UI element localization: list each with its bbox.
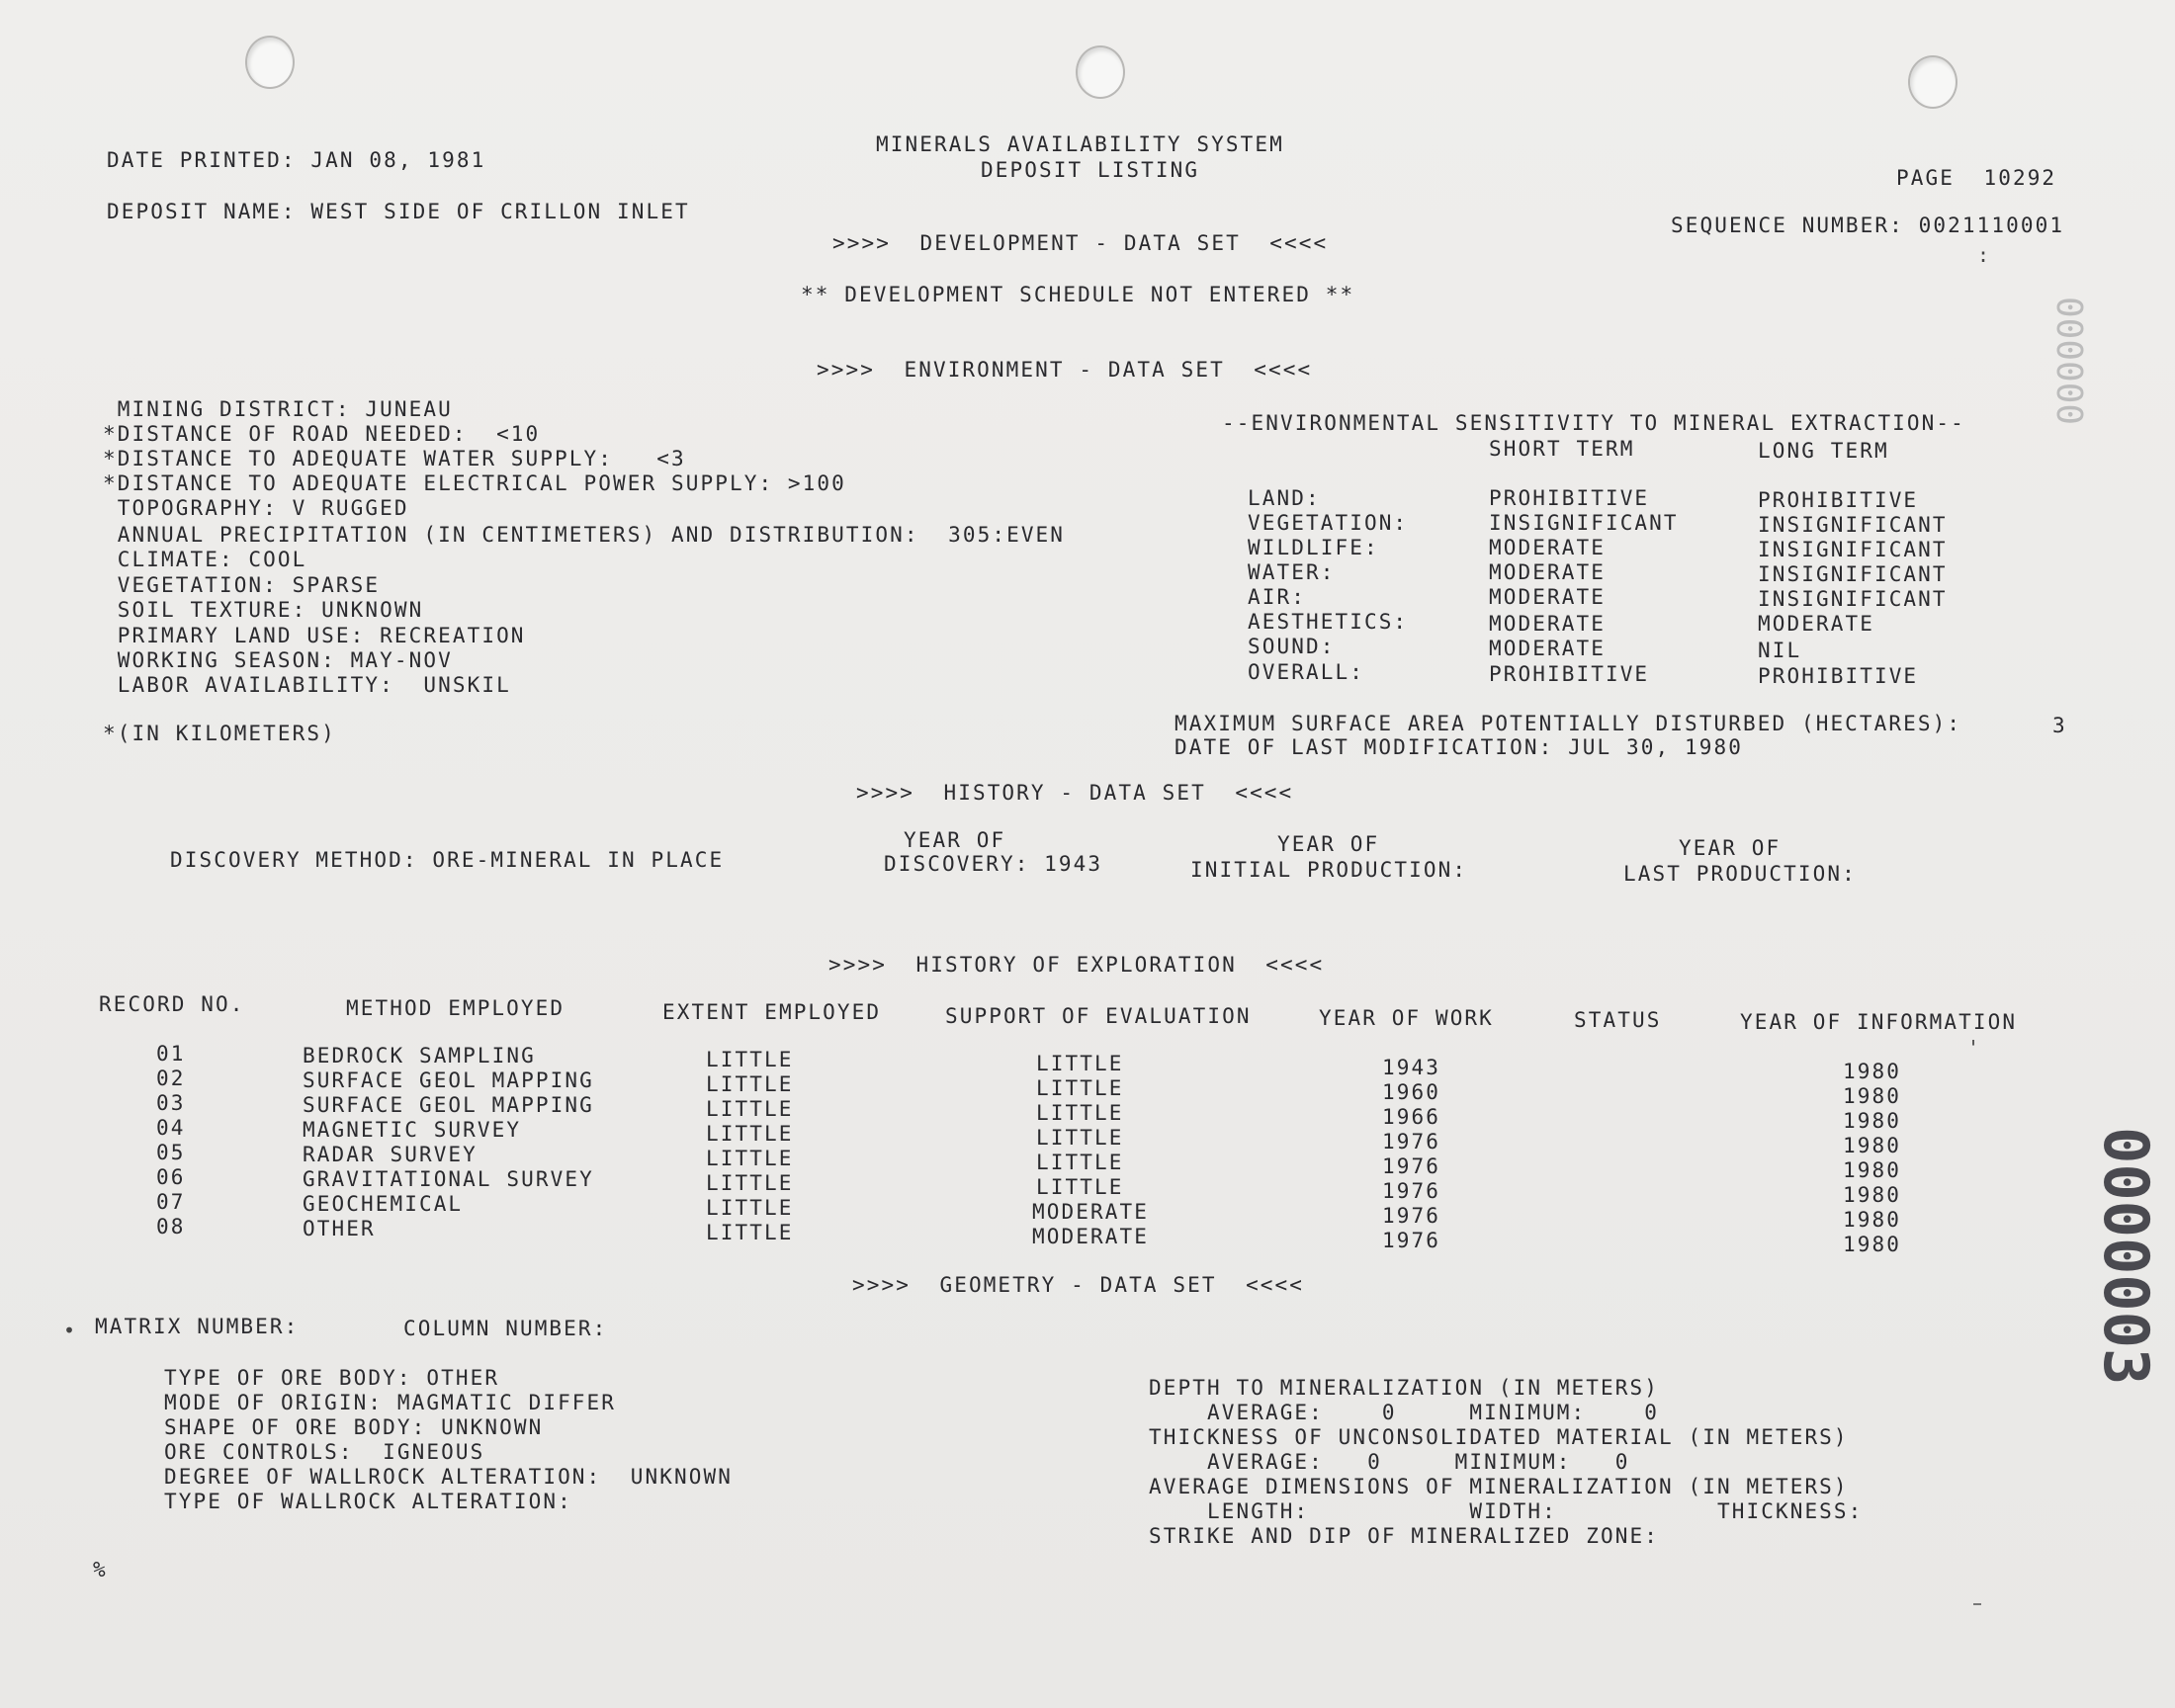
geometry-line: TYPE OF WALLROCK ALTERATION: bbox=[164, 1490, 572, 1513]
sensitivity-label: LAND: bbox=[1248, 486, 1321, 510]
listing-title: DEPOSIT LISTING bbox=[981, 158, 1200, 182]
extent-employed: LITTLE bbox=[706, 1097, 794, 1121]
record-no: 02 bbox=[156, 1067, 186, 1090]
col-method-employed: METHOD EMPLOYED bbox=[346, 996, 566, 1020]
env-line: PRIMARY LAND USE: RECREATION bbox=[103, 624, 526, 647]
sensitivity-long: INSIGNIFICANT bbox=[1758, 562, 1948, 586]
year-of-work: 1966 bbox=[1382, 1105, 1440, 1129]
year-of-last-label: YEAR OF bbox=[1679, 836, 1782, 860]
method-employed: SURFACE GEOL MAPPING bbox=[303, 1068, 594, 1092]
punch-hole-right bbox=[1908, 55, 1958, 109]
sensitivity-label: WILDLIFE: bbox=[1248, 536, 1379, 559]
record-no: 03 bbox=[156, 1091, 186, 1115]
system-title: MINERALS AVAILABILITY SYSTEM bbox=[876, 132, 1284, 156]
method-employed: RADAR SURVEY bbox=[303, 1143, 478, 1166]
geometry-line: DEPTH TO MINERALIZATION (IN METERS) bbox=[1149, 1376, 1660, 1400]
geometry-line: AVERAGE: 0 MINIMUM: 0 bbox=[1149, 1401, 1660, 1424]
support-evaluation: LITTLE bbox=[1036, 1175, 1124, 1199]
year-of-work: 1943 bbox=[1382, 1056, 1440, 1079]
sensitivity-label: SOUND: bbox=[1248, 635, 1336, 658]
env-line: WORKING SEASON: MAY-NOV bbox=[103, 648, 453, 672]
method-employed: SURFACE GEOL MAPPING bbox=[303, 1093, 594, 1117]
geometry-line: LENGTH: WIDTH: THICKNESS: bbox=[1149, 1499, 1864, 1523]
environment-heading: >>>> ENVIRONMENT - DATA SET <<<< bbox=[817, 358, 1313, 382]
env-line: *DISTANCE TO ADEQUATE ELECTRICAL POWER SUPPLY: >100 bbox=[103, 471, 846, 495]
sensitivity-short: MODERATE bbox=[1489, 612, 1606, 636]
record-no: 08 bbox=[156, 1215, 186, 1238]
geometry-line: THICKNESS OF UNCONSOLIDATED MATERIAL (IN METERS) bbox=[1149, 1425, 1849, 1449]
extent-employed: LITTLE bbox=[706, 1171, 794, 1195]
sensitivity-long: INSIGNIFICANT bbox=[1758, 538, 1948, 561]
col-support-evaluation: SUPPORT OF EVALUATION bbox=[945, 1004, 1252, 1028]
last-production: LAST PRODUCTION: bbox=[1623, 862, 1857, 886]
extent-employed: LITTLE bbox=[706, 1122, 794, 1146]
year-of-information: 1980 bbox=[1843, 1060, 1901, 1083]
support-evaluation: LITTLE bbox=[1036, 1052, 1124, 1075]
year-of-information: 1980 bbox=[1843, 1134, 1901, 1157]
tick-mark: ' bbox=[1967, 1036, 1980, 1060]
method-employed: MAGNETIC SURVEY bbox=[303, 1118, 522, 1142]
development-heading: >>>> DEVELOPMENT - DATA SET <<<< bbox=[832, 231, 1329, 255]
env-line: *DISTANCE TO ADEQUATE WATER SUPPLY: <3 bbox=[103, 447, 686, 470]
year-of-information: 1980 bbox=[1843, 1084, 1901, 1108]
geometry-line: ORE CONTROLS: IGNEOUS bbox=[164, 1440, 485, 1464]
geometry-line: TYPE OF ORE BODY: OTHER bbox=[164, 1366, 500, 1390]
record-no: 04 bbox=[156, 1116, 186, 1140]
record-no: 06 bbox=[156, 1165, 186, 1189]
sequence-number: SEQUENCE NUMBER: 0021110001 bbox=[1671, 214, 2065, 237]
sensitivity-long: PROHIBITIVE bbox=[1758, 664, 1919, 688]
page-number: PAGE 10292 bbox=[1896, 166, 2057, 190]
col-extent-employed: EXTENT EMPLOYED bbox=[662, 1000, 882, 1024]
year-of-information: 1980 bbox=[1843, 1158, 1901, 1182]
extent-employed: LITTLE bbox=[706, 1072, 794, 1096]
year-of-information: 1980 bbox=[1843, 1109, 1901, 1133]
support-evaluation: LITTLE bbox=[1036, 1101, 1124, 1125]
env-line: *DISTANCE OF ROAD NEEDED: <10 bbox=[103, 422, 541, 446]
geometry-line: MODE OF ORIGIN: MAGMATIC DIFFER bbox=[164, 1391, 617, 1414]
kilometers-footnote: *(IN KILOMETERS) bbox=[103, 722, 336, 745]
sensitivity-short: MODERATE bbox=[1489, 560, 1606, 584]
year-of-discovery-label: YEAR OF bbox=[904, 828, 1006, 852]
long-term-header: LONG TERM bbox=[1758, 439, 1889, 463]
geometry-line: DEGREE OF WALLROCK ALTERATION: UNKNOWN bbox=[164, 1465, 733, 1489]
env-line: MINING DISTRICT: JUNEAU bbox=[103, 397, 453, 421]
short-term-header: SHORT TERM bbox=[1489, 437, 1635, 461]
year-of-work: 1976 bbox=[1382, 1154, 1440, 1178]
history-heading: >>>> HISTORY - DATA SET <<<< bbox=[856, 781, 1294, 805]
env-line: ANNUAL PRECIPITATION (IN CENTIMETERS) AND DISTRIBUTION: 305:EVEN bbox=[103, 523, 1066, 547]
sensitivity-short: INSIGNIFICANT bbox=[1489, 511, 1679, 535]
method-employed: GRAVITATIONAL SURVEY bbox=[303, 1167, 594, 1191]
geometry-line: AVERAGE DIMENSIONS OF MINERALIZATION (IN METERS) bbox=[1149, 1475, 1849, 1498]
tick-mark: : bbox=[1977, 243, 1990, 267]
edge-stamp-number: 0000003 bbox=[2090, 1127, 2162, 1386]
bullet-mark: • bbox=[63, 1319, 76, 1342]
record-no: 07 bbox=[156, 1190, 186, 1214]
sensitivity-label: OVERALL: bbox=[1248, 660, 1364, 684]
support-evaluation: LITTLE bbox=[1036, 1151, 1124, 1174]
extent-employed: LITTLE bbox=[706, 1196, 794, 1220]
year-of-initial-label: YEAR OF bbox=[1277, 832, 1380, 856]
env-line: LABOR AVAILABILITY: UNSKIL bbox=[103, 673, 511, 697]
year-of-information: 1980 bbox=[1843, 1233, 1901, 1256]
col-year-of-work: YEAR OF WORK bbox=[1319, 1006, 1494, 1030]
extent-employed: LITTLE bbox=[706, 1048, 794, 1071]
discovery-method: DISCOVERY METHOD: ORE-MINERAL IN PLACE bbox=[170, 848, 725, 872]
support-evaluation: MODERATE bbox=[1032, 1200, 1149, 1224]
record-no: 01 bbox=[156, 1042, 186, 1066]
support-evaluation: MODERATE bbox=[1032, 1225, 1149, 1248]
max-surface-area-label: MAXIMUM SURFACE AREA POTENTIALLY DISTURBED (HECTARES): bbox=[1174, 712, 1962, 735]
env-line: VEGETATION: SPARSE bbox=[103, 573, 381, 597]
year-of-information: 1980 bbox=[1843, 1183, 1901, 1207]
date-printed: DATE PRINTED: JAN 08, 1981 bbox=[107, 148, 486, 172]
extent-employed: LITTLE bbox=[706, 1221, 794, 1244]
development-notice: ** DEVELOPMENT SCHEDULE NOT ENTERED ** bbox=[801, 283, 1355, 306]
record-no: 05 bbox=[156, 1141, 186, 1164]
geometry-heading: >>>> GEOMETRY - DATA SET <<<< bbox=[852, 1273, 1305, 1297]
support-evaluation: LITTLE bbox=[1036, 1126, 1124, 1150]
geometry-line: STRIKE AND DIP OF MINERALIZED ZONE: bbox=[1149, 1524, 1660, 1548]
last-modification-date: DATE OF LAST MODIFICATION: JUL 30, 1980 bbox=[1174, 735, 1743, 759]
geometry-line: AVERAGE: 0 MINIMUM: 0 bbox=[1149, 1450, 1630, 1474]
geometry-line: SHAPE OF ORE BODY: UNKNOWN bbox=[164, 1415, 544, 1439]
sensitivity-short: PROHIBITIVE bbox=[1489, 486, 1650, 510]
punch-hole-center bbox=[1076, 45, 1125, 99]
deposit-name: DEPOSIT NAME: WEST SIDE OF CRILLON INLET bbox=[107, 200, 690, 223]
col-year-of-information: YEAR OF INFORMATION bbox=[1740, 1010, 2018, 1034]
sensitivity-short: PROHIBITIVE bbox=[1489, 662, 1650, 686]
column-number: COLUMN NUMBER: bbox=[403, 1317, 608, 1340]
sensitivity-short: MODERATE bbox=[1489, 585, 1606, 609]
env-line: CLIMATE: COOL bbox=[103, 548, 307, 571]
punch-hole-left bbox=[245, 36, 295, 89]
extent-employed: LITTLE bbox=[706, 1147, 794, 1170]
exploration-heading: >>>> HISTORY OF EXPLORATION <<<< bbox=[828, 953, 1325, 977]
method-employed: BEDROCK SAMPLING bbox=[303, 1044, 536, 1068]
year-of-work: 1976 bbox=[1382, 1179, 1440, 1203]
sensitivity-long: INSIGNIFICANT bbox=[1758, 587, 1948, 611]
sensitivity-short: MODERATE bbox=[1489, 637, 1606, 660]
max-surface-area-value: 3 bbox=[2052, 714, 2067, 737]
year-of-work: 1976 bbox=[1382, 1229, 1440, 1252]
sensitivity-label: VEGETATION: bbox=[1248, 511, 1409, 535]
col-record-no: RECORD NO. bbox=[99, 992, 245, 1016]
sensitivity-short: MODERATE bbox=[1489, 536, 1606, 559]
support-evaluation: LITTLE bbox=[1036, 1076, 1124, 1100]
sensitivity-label: WATER: bbox=[1248, 560, 1336, 584]
matrix-number: MATRIX NUMBER: bbox=[95, 1315, 300, 1338]
year-of-work: 1976 bbox=[1382, 1130, 1440, 1153]
sensitivity-long: PROHIBITIVE bbox=[1758, 488, 1919, 512]
sensitivity-label: AIR: bbox=[1248, 585, 1306, 609]
sensitivity-title: --ENVIRONMENTAL SENSITIVITY TO MINERAL EXTRACTION-- bbox=[1222, 411, 1965, 435]
env-line: TOPOGRAPHY: V RUGGED bbox=[103, 496, 409, 520]
year-of-work: 1976 bbox=[1382, 1204, 1440, 1228]
env-line: SOIL TEXTURE: UNKNOWN bbox=[103, 598, 424, 622]
col-status: STATUS bbox=[1574, 1008, 1662, 1032]
footer-percent-mark: % bbox=[93, 1558, 108, 1581]
edge-faint-stamp: 000000 bbox=[2048, 297, 2089, 426]
year-of-information: 1980 bbox=[1843, 1208, 1901, 1232]
sensitivity-long: INSIGNIFICANT bbox=[1758, 513, 1948, 537]
method-employed: OTHER bbox=[303, 1217, 376, 1240]
initial-production: INITIAL PRODUCTION: bbox=[1190, 858, 1468, 882]
sensitivity-long: NIL bbox=[1758, 639, 1802, 662]
method-employed: GEOCHEMICAL bbox=[303, 1192, 464, 1216]
corner-dash bbox=[1973, 1603, 1981, 1605]
year-of-discovery: DISCOVERY: 1943 bbox=[884, 852, 1103, 876]
sensitivity-long: MODERATE bbox=[1758, 612, 1874, 636]
sensitivity-label: AESTHETICS: bbox=[1248, 610, 1409, 634]
year-of-work: 1960 bbox=[1382, 1080, 1440, 1104]
